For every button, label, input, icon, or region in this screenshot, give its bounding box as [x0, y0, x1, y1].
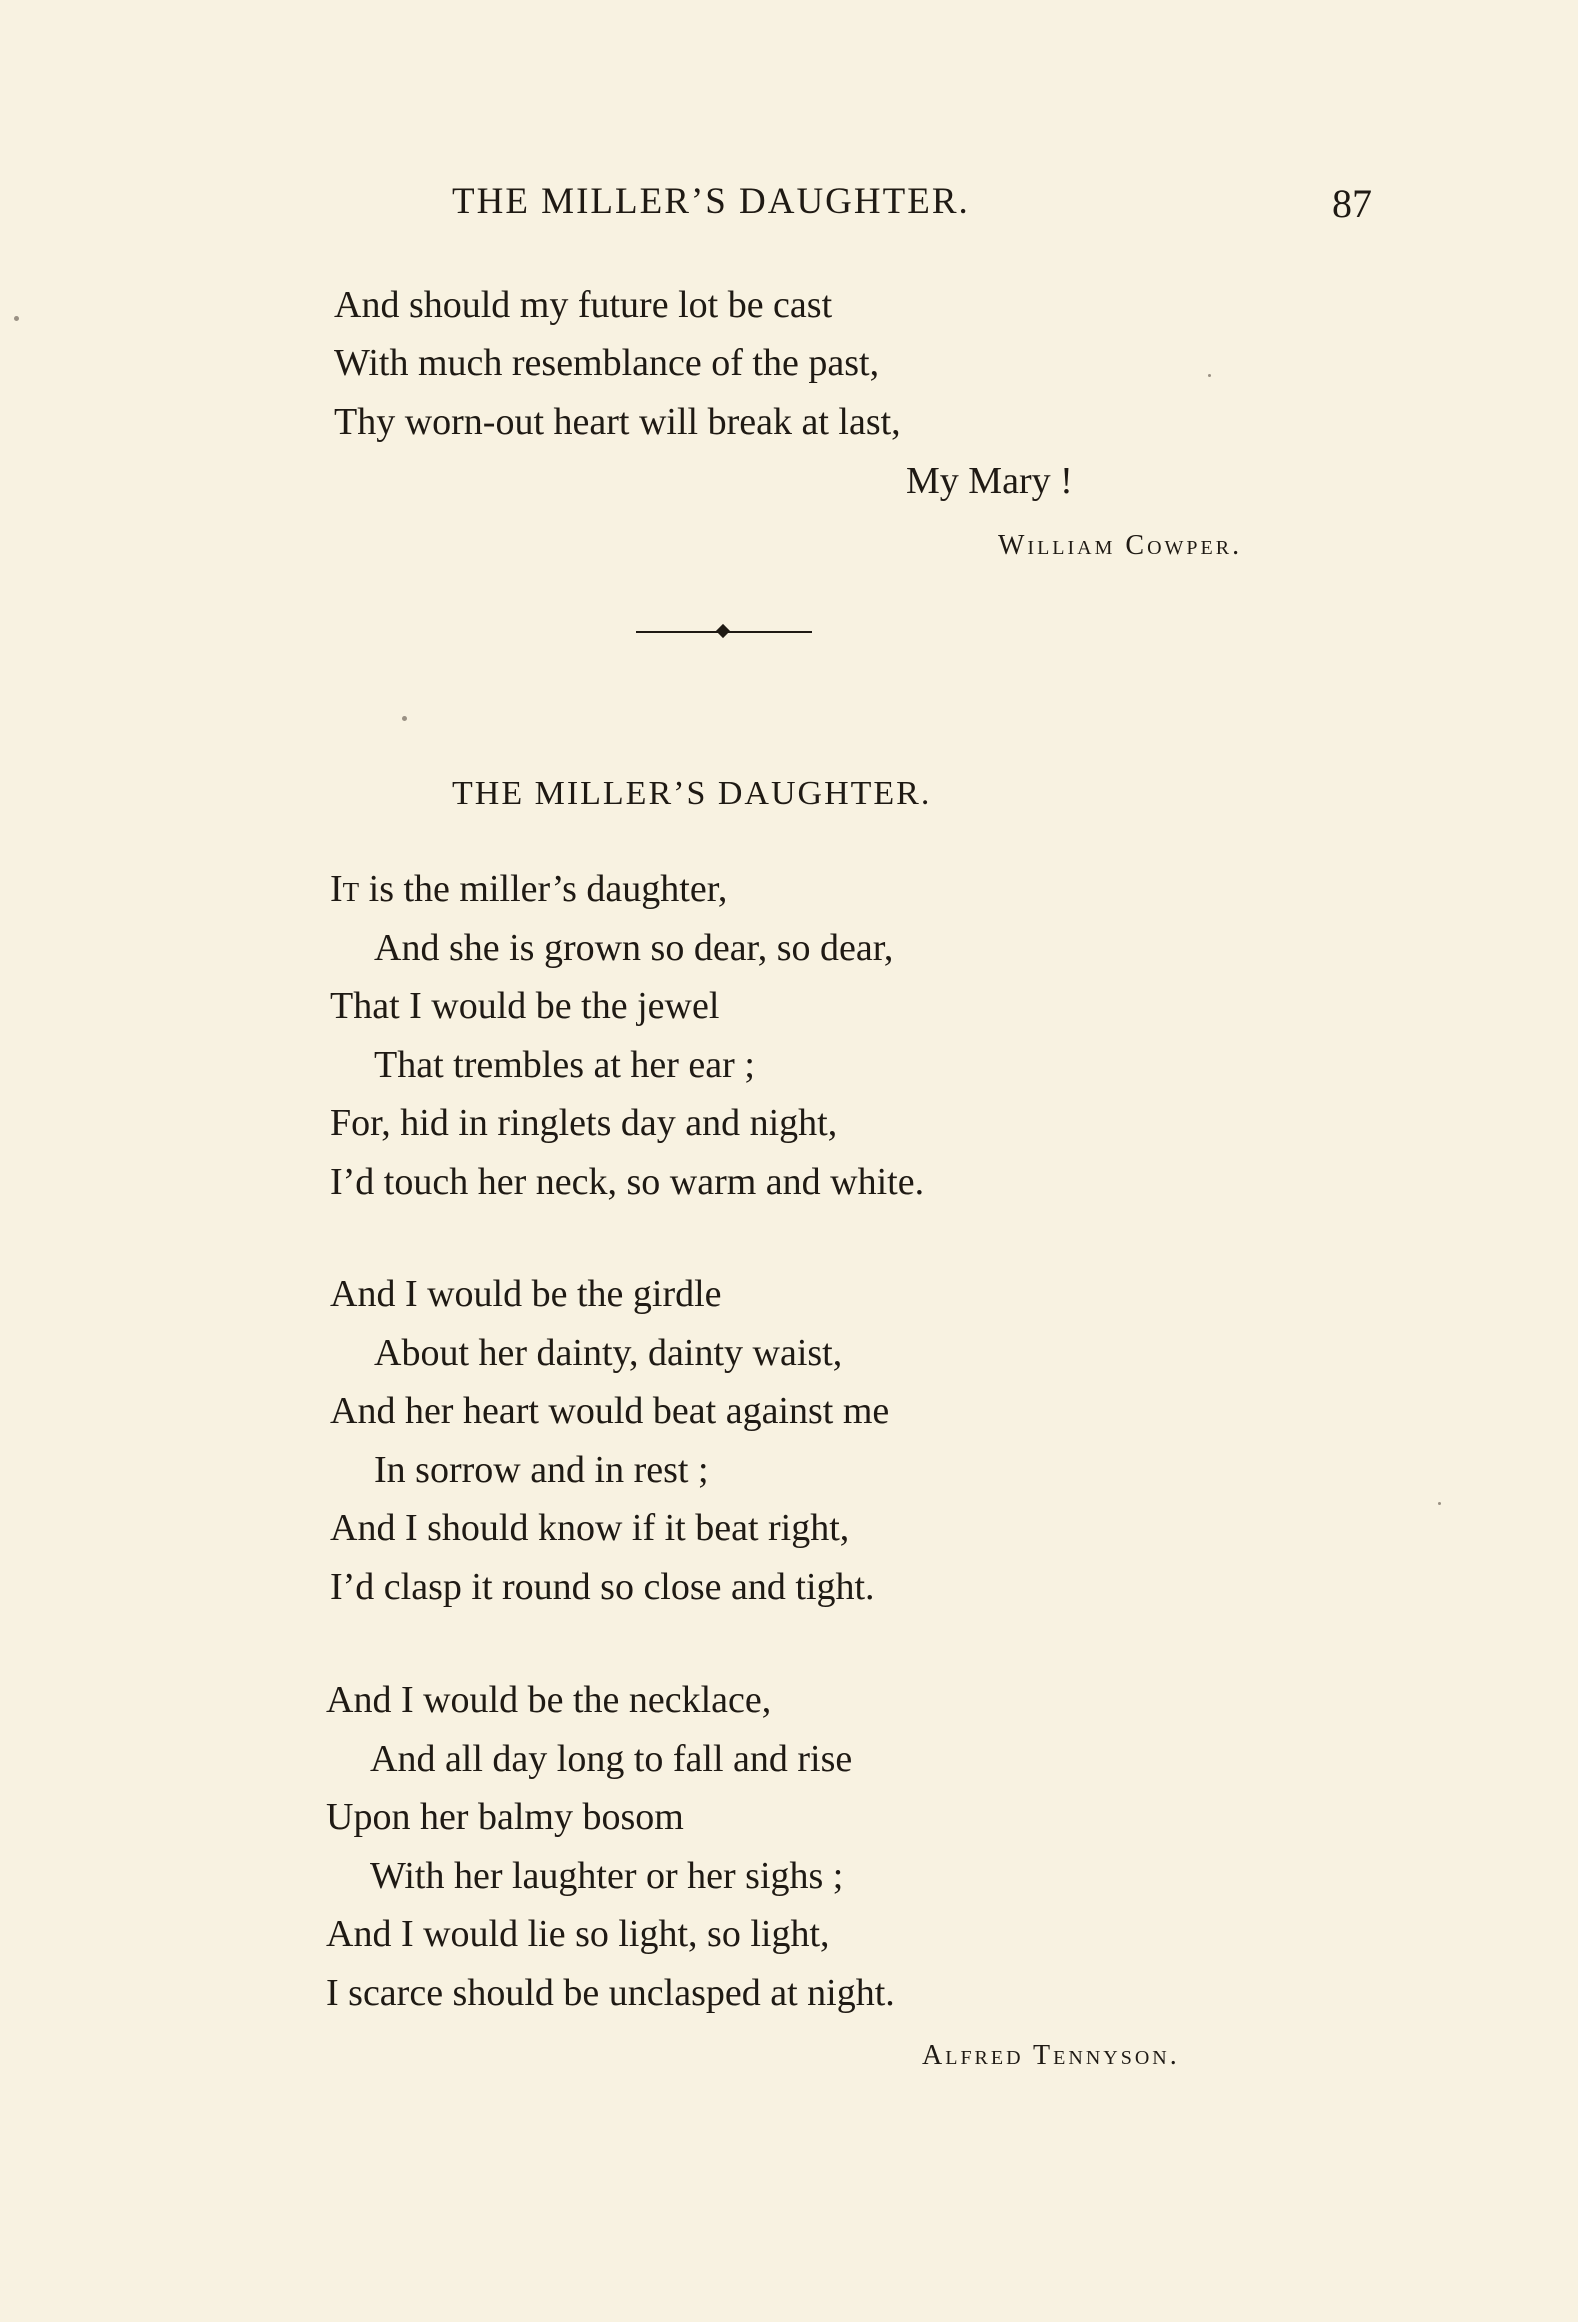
attribution-cowper: William Cowper. [998, 530, 1243, 561]
divider-ornament-icon [716, 624, 730, 638]
paper-speck [1208, 374, 1211, 377]
poem-line: And I would be the girdle [330, 1273, 722, 1315]
poem-line: Thy worn-out heart will break at last, [334, 401, 901, 443]
poem-line: I’d clasp it round so close and tight. [330, 1566, 875, 1608]
poem-line: That I would be the jewel [330, 985, 720, 1027]
page-number: 87 [1332, 181, 1372, 226]
poem-line: I scarce should be unclasped at night. [326, 1972, 895, 2014]
poem-line: It is the miller’s daughter, [330, 868, 728, 910]
poem-line: My Mary ! [906, 460, 1073, 502]
attribution-tennyson: Alfred Tennyson. [922, 2040, 1180, 2071]
poem-line: And should my future lot be cast [334, 284, 833, 326]
poem-title: THE MILLER’S DAUGHTER. [452, 775, 932, 812]
poem-line: I’d touch her neck, so warm and white. [330, 1161, 925, 1203]
first-word: It [330, 868, 360, 910]
poem-line: And all day long to fall and rise [370, 1738, 853, 1780]
poem-line: That trembles at her ear ; [374, 1044, 755, 1086]
poem-line: And I would lie so light, so light, [326, 1913, 830, 1955]
poem-line: For, hid in ringlets day and night, [330, 1102, 838, 1144]
paper-speck [1438, 1502, 1441, 1505]
section-divider [636, 630, 812, 634]
poem-line: With her laughter or her sighs ; [370, 1855, 844, 1897]
poem-line: And I would be the necklace, [326, 1679, 772, 1721]
poem-line: And her heart would beat against me [330, 1390, 890, 1432]
paper-speck [14, 316, 19, 321]
paper-speck [402, 716, 407, 721]
running-head: THE MILLER’S DAUGHTER. [452, 181, 970, 222]
poem-line: About her dainty, dainty waist, [374, 1332, 843, 1374]
poem-line: With much resemblance of the past, [334, 342, 880, 384]
poem-line: And I should know if it beat right, [330, 1507, 850, 1549]
poem-line: Upon her balmy bosom [326, 1796, 684, 1838]
poem-line: In sorrow and in rest ; [374, 1449, 709, 1491]
poem-line: And she is grown so dear, so dear, [374, 927, 894, 969]
